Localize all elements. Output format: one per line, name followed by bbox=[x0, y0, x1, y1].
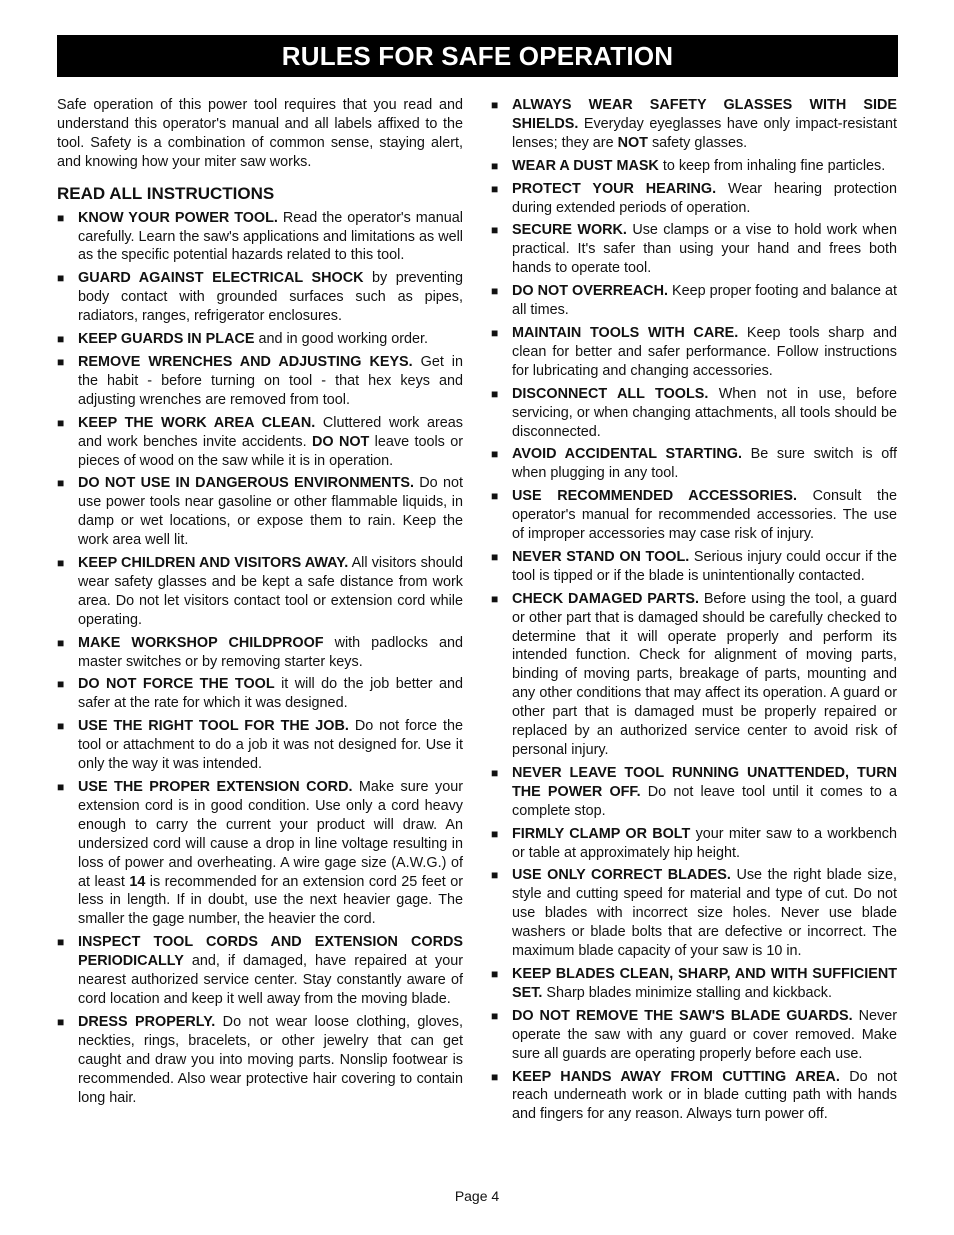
rule-text bbox=[512, 157, 897, 176]
rule-text bbox=[512, 180, 897, 218]
rule-emphasis: KNOW YOUR POWER TOOL. bbox=[78, 209, 278, 226]
rule-text bbox=[78, 1013, 463, 1108]
rule-body: Do not use power tools near gasoline or other flammable liquids, in damp or wet locations, or expose them to rain. Keep the work area well lit. bbox=[78, 475, 463, 549]
rule-emphasis: DO NOT OVERREACH. bbox=[512, 283, 668, 300]
rule-item bbox=[491, 96, 897, 153]
rule-item bbox=[491, 548, 897, 586]
rule-body: and in good working order. bbox=[254, 331, 429, 348]
rule-item bbox=[491, 866, 897, 961]
rule-item bbox=[57, 330, 463, 349]
square-bullet-icon: ■ bbox=[491, 966, 499, 981]
right-rules-list bbox=[491, 96, 897, 1124]
rule-item bbox=[57, 209, 463, 266]
square-bullet-icon: ■ bbox=[491, 98, 499, 112]
rule-body: Read the operator's manual carefully. Learn the saw's applications and limitations as well as the specific potential hazards related to this tool. bbox=[78, 209, 463, 264]
rule-emphasis: CHECK DAMAGED PARTS. bbox=[512, 590, 699, 607]
rule-item bbox=[491, 282, 897, 320]
square-bullet-icon: ■ bbox=[491, 158, 499, 173]
rule-text bbox=[512, 548, 897, 586]
rule-emphasis: KEEP HANDS AWAY FROM CUTTING AREA. bbox=[512, 1068, 840, 1085]
left-column bbox=[57, 96, 463, 1111]
rule-body: Do not force the tool or attachment to do a job it was not designed for. Use it only the way it was intended. bbox=[78, 718, 463, 773]
rule-emphasis: DO NOT USE IN DANGEROUS ENVIRONMENTS. bbox=[78, 475, 414, 492]
page-title: RULES FOR SAFE OPERATION bbox=[281, 40, 674, 71]
rule-item bbox=[491, 487, 897, 544]
rule-emphasis: INSPECT TOOL CORDS AND EXTENSION CORDS PERIODICALLY bbox=[78, 934, 463, 970]
rule-emphasis: USE ONLY CORRECT BLADES. bbox=[512, 867, 731, 884]
rule-item bbox=[491, 1068, 897, 1125]
square-bullet-icon: ■ bbox=[491, 826, 499, 841]
rule-emphasis: DO NOT FORCE THE TOOL bbox=[78, 676, 275, 693]
rule-body: to keep from inhaling fine particles. bbox=[658, 157, 886, 174]
square-bullet-icon: ■ bbox=[57, 354, 65, 369]
page-number: Page 4 bbox=[454, 1188, 500, 1204]
square-bullet-icon: ■ bbox=[491, 489, 499, 504]
rule-text bbox=[78, 330, 463, 349]
square-bullet-icon: ■ bbox=[57, 635, 65, 650]
rule-body: your miter saw to a workbench or table at approximately hip height. bbox=[512, 825, 897, 861]
section-heading: READ ALL INSTRUCTIONS bbox=[57, 183, 275, 203]
rule-text bbox=[78, 778, 463, 929]
intro-paragraph: Safe operation of this power tool requires that you read and understand this operator's manual and all labels affixed to the tool. Safety is a combination of common sense, staying alert, and knowing how your miter saw works. bbox=[57, 97, 463, 170]
rule-emphasis: NEVER STAND ON TOOL. bbox=[512, 548, 690, 565]
rule-body: Cluttered work areas and work benches invite accidents. bbox=[78, 414, 463, 450]
rule-item bbox=[57, 675, 463, 713]
right-column bbox=[491, 96, 897, 1128]
rule-text bbox=[512, 324, 897, 381]
rule-item bbox=[57, 1013, 463, 1108]
rule-emphasis: NOT bbox=[617, 134, 648, 151]
rule-text bbox=[78, 675, 463, 713]
rule-text bbox=[512, 866, 897, 961]
rule-text bbox=[512, 1068, 897, 1125]
rule-text bbox=[512, 764, 897, 821]
square-bullet-icon: ■ bbox=[491, 549, 499, 564]
rule-body: Do not reach underneath work or in blade cutting path with hands and fingers for any reason. Always turn power off. bbox=[512, 1068, 897, 1123]
rule-emphasis: REMOVE WRENCHES AND ADJUSTING KEYS. bbox=[78, 353, 413, 370]
rule-text bbox=[512, 825, 897, 863]
rule-emphasis: SECURE WORK. bbox=[512, 222, 627, 239]
rule-item bbox=[491, 157, 897, 176]
square-bullet-icon: ■ bbox=[491, 223, 499, 238]
rule-body: Never operate the saw with any guard or cover removed. Make sure all guards are operating properly before each use. bbox=[512, 1007, 897, 1062]
rule-text bbox=[512, 221, 897, 278]
square-bullet-icon: ■ bbox=[491, 181, 499, 196]
rule-text bbox=[78, 717, 463, 774]
rule-item bbox=[491, 764, 897, 821]
rule-emphasis: DO NOT REMOVE THE SAW'S BLADE GUARDS. bbox=[512, 1007, 853, 1024]
square-bullet-icon: ■ bbox=[57, 935, 65, 950]
square-bullet-icon: ■ bbox=[491, 1008, 499, 1023]
rule-emphasis: DISCONNECT ALL TOOLS. bbox=[512, 385, 709, 402]
rule-text bbox=[512, 590, 897, 760]
rule-item bbox=[57, 414, 463, 471]
rule-item bbox=[491, 825, 897, 863]
rule-text bbox=[512, 96, 897, 153]
rule-body: by preventing body contact with grounded surfaces such as pipes, radiators, ranges, refrigerator enclosures. bbox=[78, 270, 464, 325]
rule-text bbox=[78, 554, 463, 630]
rule-emphasis: 14 bbox=[129, 873, 146, 890]
rule-text bbox=[78, 414, 463, 471]
square-bullet-icon: ■ bbox=[57, 271, 65, 286]
square-bullet-icon: ■ bbox=[57, 476, 65, 491]
rule-emphasis: NEVER LEAVE TOOL RUNNING UNATTENDED, TURN THE POWER OFF. bbox=[512, 764, 897, 800]
rule-text bbox=[512, 282, 897, 320]
rule-text bbox=[78, 933, 463, 1009]
rule-body: is recommended for an extension cord 25 feet or less in length. If in doubt, use the next heavier gage. The smaller the gage number, the heavier the cord. bbox=[78, 873, 463, 928]
square-bullet-icon: ■ bbox=[491, 868, 499, 883]
square-bullet-icon: ■ bbox=[491, 1069, 499, 1084]
rule-item bbox=[57, 634, 463, 672]
rule-body: with padlocks and master switches or by removing starter keys. bbox=[78, 634, 463, 670]
square-bullet-icon: ■ bbox=[57, 1014, 65, 1029]
rule-body: Do not leave tool until it comes to a complete stop. bbox=[512, 783, 897, 819]
rule-body: When not in use, before servicing, or when changing attachments, all tools should be disconnected. bbox=[512, 385, 897, 440]
rule-emphasis: DO NOT bbox=[312, 433, 370, 450]
rule-body: safety glasses. bbox=[647, 134, 748, 151]
rule-item bbox=[491, 221, 897, 278]
rule-text bbox=[78, 353, 463, 410]
rule-text bbox=[78, 634, 463, 672]
rule-item bbox=[491, 324, 897, 381]
rule-item bbox=[57, 554, 463, 630]
rule-body: and, if damaged, have repaired at your nearest authorized service center. Stay constantly aware of cord location and keep it well away from the moving blade. bbox=[78, 953, 463, 1007]
square-bullet-icon: ■ bbox=[57, 415, 65, 430]
rule-item bbox=[491, 180, 897, 218]
square-bullet-icon: ■ bbox=[491, 591, 499, 606]
rule-body: Keep proper footing and balance at all times. bbox=[512, 283, 897, 319]
rule-text bbox=[512, 1007, 897, 1064]
rule-item bbox=[57, 269, 463, 326]
rule-body: Consult the operator's manual for recommended accessories. The use of improper accessories may case risk of injury. bbox=[512, 488, 897, 543]
rule-item bbox=[57, 933, 463, 1009]
rule-body: Before using the tool, a guard or other part that is damaged should be carefully checked to determine that it will operate properly and perform its intended function. Check for alignment of moving parts, binding of moving parts, breakage of parts, mounting and any other conditions that may affect its operation. A guard or other part that is damaged must be properly repaired or replaced by an authorized service center to avoid risk of personal injury. bbox=[512, 590, 898, 758]
rule-body: Do not wear loose clothing, gloves, neckties, rings, bracelets, or other jewelry that can get caught and draw you into moving parts. Nonslip footwear is recommended. Also wear protective hair covering to contain long hair. bbox=[78, 1013, 463, 1106]
square-bullet-icon: ■ bbox=[57, 332, 65, 347]
square-bullet-icon: ■ bbox=[57, 556, 65, 571]
rule-text bbox=[512, 385, 897, 442]
rule-item bbox=[491, 590, 897, 760]
rule-body: Keep tools sharp and clean for better and safer performance. Follow instructions for lubricating and changing accessories. bbox=[512, 324, 897, 379]
square-bullet-icon: ■ bbox=[491, 284, 499, 299]
rule-item bbox=[57, 717, 463, 774]
rule-text bbox=[78, 209, 463, 266]
rule-body: Use clamps or a vise to hold work when practical. It's safer than using your hand and frees both hands to operate tool. bbox=[512, 222, 898, 277]
square-bullet-icon: ■ bbox=[57, 677, 65, 692]
rule-body: Be sure switch is off when plugging in any tool. bbox=[512, 446, 897, 482]
rule-item bbox=[57, 353, 463, 410]
rule-emphasis: USE RECOMMENDED ACCESSORIES. bbox=[512, 488, 797, 505]
square-bullet-icon: ■ bbox=[491, 386, 499, 401]
rule-emphasis: DRESS PROPERLY. bbox=[78, 1013, 216, 1030]
rule-text bbox=[512, 487, 897, 544]
rule-emphasis: WEAR A DUST MASK bbox=[512, 157, 659, 174]
rule-body: Everyday eyeglasses have only impact-resistant lenses; they are bbox=[512, 115, 897, 151]
rule-body: Sharp blades minimize stalling and kickback. bbox=[542, 984, 832, 1001]
rule-body: Use the right blade size, style and cutting speed for material and type of cut. Do not use blades with incorrect size holes. Never use blade washers or blade bolts that are defective or incorrect. The maximum blade capacity of your saw is 10 in. bbox=[512, 867, 897, 960]
rule-body: Serious injury could occur if the tool is tipped or if the blade is unintentionally contacted. bbox=[512, 548, 897, 584]
rule-emphasis: MAINTAIN TOOLS WITH CARE. bbox=[512, 324, 739, 341]
square-bullet-icon: ■ bbox=[491, 447, 499, 462]
square-bullet-icon: ■ bbox=[491, 325, 499, 340]
rule-body: it will do the job better and safer at the rate for which it was designed. bbox=[78, 676, 463, 712]
rule-emphasis: MAKE WORKSHOP CHILDPROOF bbox=[78, 634, 324, 651]
rule-emphasis: KEEP CHILDREN AND VISITORS AWAY. bbox=[78, 555, 349, 572]
square-bullet-icon: ■ bbox=[57, 719, 65, 734]
rule-emphasis: AVOID ACCIDENTAL STARTING. bbox=[512, 446, 742, 463]
rule-body: Make sure your extension cord is in good condition. Use only a cord heavy enough to carry the current your product will draw. An undersized cord will cause a drop in line voltage resulting in loss of power and overheating. A wire gage size (A.W.G.) of at least bbox=[78, 779, 463, 890]
rule-text bbox=[512, 445, 897, 483]
rule-emphasis: KEEP GUARDS IN PLACE bbox=[78, 331, 255, 348]
rule-item bbox=[57, 474, 463, 550]
rule-body: Wear hearing protection during extended periods of operation. bbox=[512, 180, 897, 216]
rule-body: leave tools or pieces of wood on the saw while it is in operation. bbox=[78, 433, 464, 469]
rule-emphasis: ALWAYS WEAR SAFETY GLASSES WITH SIDE SHIELDS. bbox=[512, 97, 897, 132]
square-bullet-icon: ■ bbox=[57, 210, 65, 225]
rule-text bbox=[512, 965, 897, 1003]
rule-emphasis: USE THE PROPER EXTENSION CORD. bbox=[78, 779, 353, 795]
square-bullet-icon: ■ bbox=[57, 780, 65, 794]
rule-emphasis: FIRMLY CLAMP OR BOLT bbox=[512, 825, 691, 842]
rule-emphasis: KEEP THE WORK AREA CLEAN. bbox=[78, 414, 316, 431]
rule-emphasis: KEEP BLADES CLEAN, SHARP, AND WITH SUFFICIENT SET. bbox=[512, 965, 897, 1001]
rule-emphasis: GUARD AGAINST ELECTRICAL SHOCK bbox=[78, 270, 364, 287]
left-rules-list bbox=[57, 209, 463, 1108]
title-banner bbox=[57, 35, 898, 77]
square-bullet-icon: ■ bbox=[491, 765, 499, 780]
rule-item bbox=[491, 965, 897, 1003]
rule-item bbox=[491, 445, 897, 483]
rule-item bbox=[57, 778, 463, 929]
rule-text bbox=[78, 474, 463, 550]
rule-emphasis: USE THE RIGHT TOOL FOR THE JOB. bbox=[78, 718, 349, 735]
rule-text bbox=[78, 269, 463, 326]
rule-body: All visitors should wear safety glasses and be kept a safe distance from work area. Do not let visitors contact tool or extension cord while operating. bbox=[78, 555, 463, 628]
rule-body: Get in the habit - before turning on tool - that hex keys and adjusting wrenches are removed from tool. bbox=[78, 353, 463, 408]
rule-item bbox=[491, 1007, 897, 1064]
rule-item bbox=[491, 385, 897, 442]
rule-emphasis: PROTECT YOUR HEARING. bbox=[512, 180, 717, 197]
